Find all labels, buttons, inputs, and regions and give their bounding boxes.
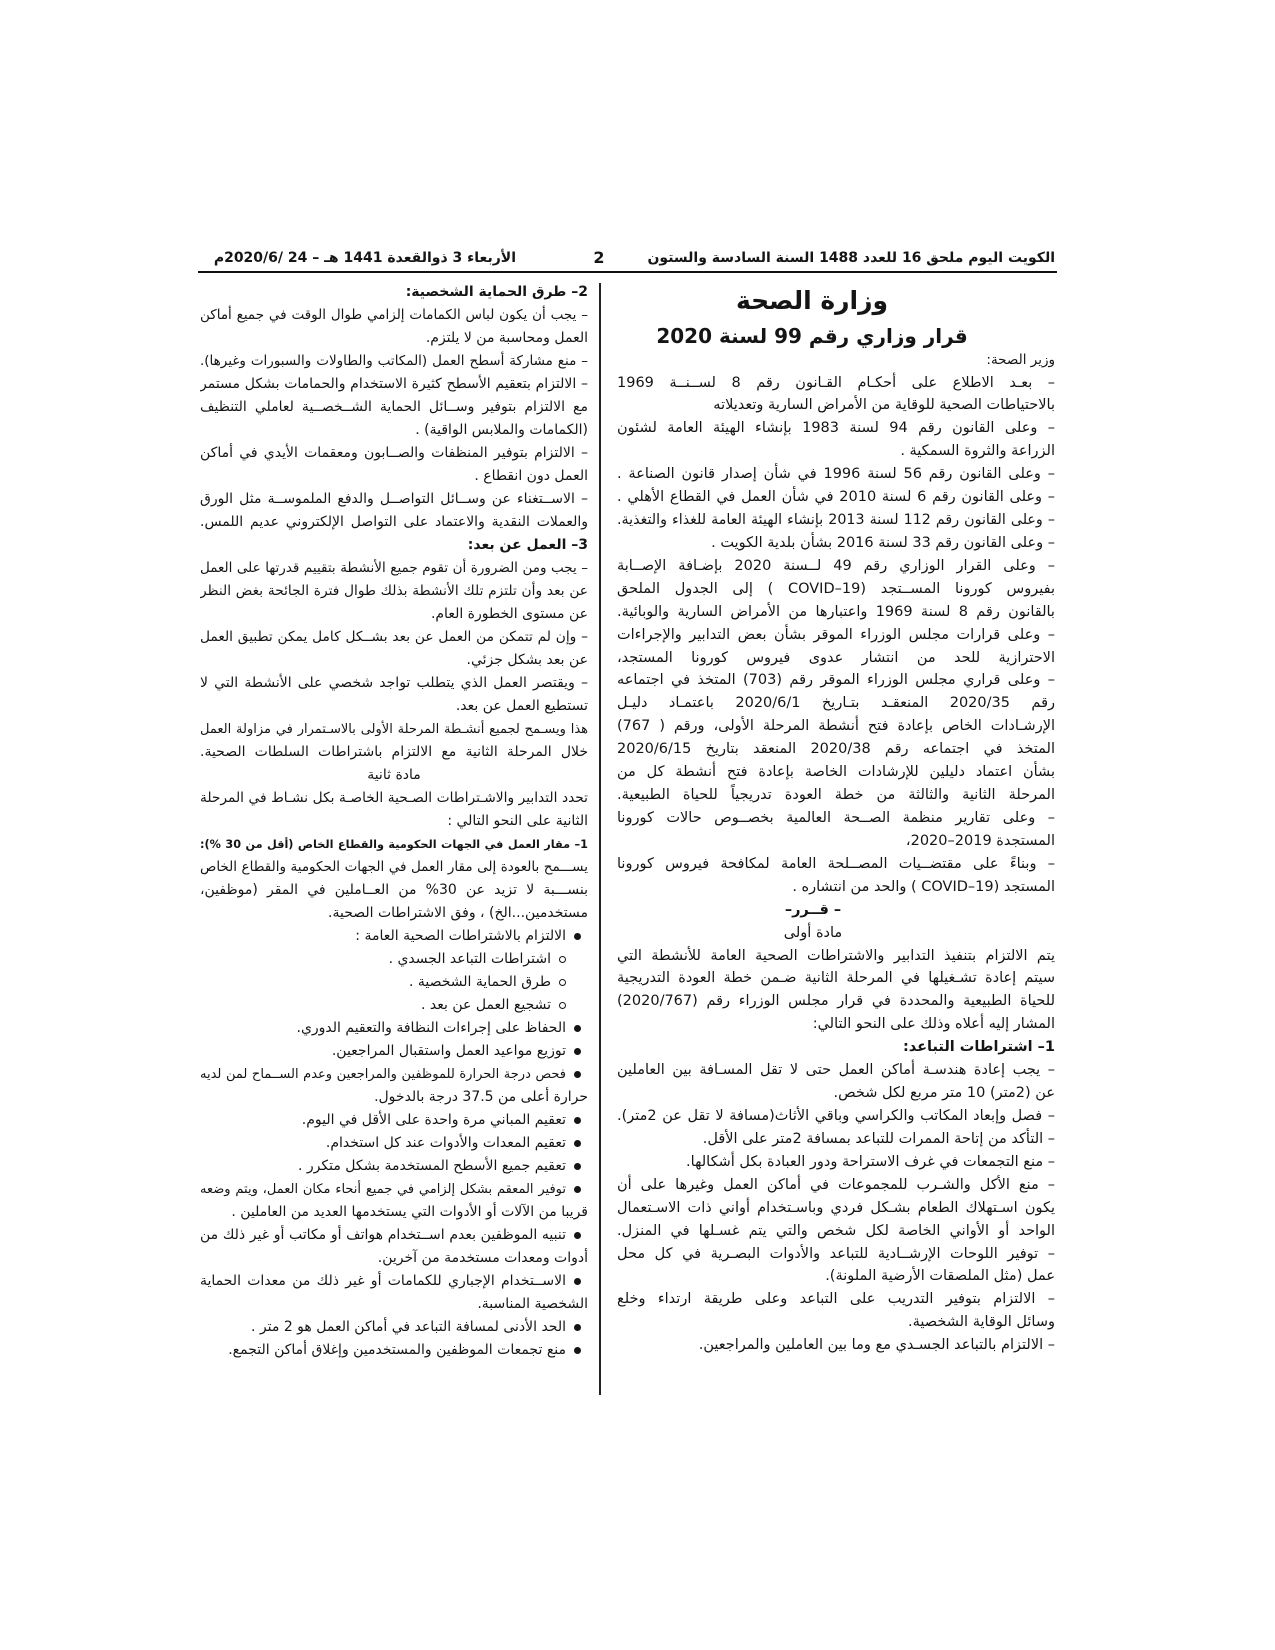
- text-line: عن بعد بشكل جزئي.: [466, 651, 588, 668]
- hollow-bullet-icon: [559, 956, 566, 963]
- bullet-text: تنبيه الموظفين بعدم اســتخدام هواتف أو مكاتب أو غير ذلك من: [200, 1226, 566, 1243]
- hollow-bullet-icon: [559, 1002, 566, 1009]
- bullet-text: الحد الأدنى لمسافة التباعد في أماكن العمل هو 2 متر .: [251, 1318, 566, 1335]
- sub-bullet-item: [200, 971, 588, 994]
- section-heading: 1– مقار العمل في الجهات الحكومية والقطاع الخاص (أقل من 30 %):: [200, 837, 588, 851]
- bullet-text: فحص درجة الحرارة للموظفين والمراجعين وعدم الســماح لمن لديه: [200, 1066, 566, 1082]
- article-one-line: عن (2متر) 10 متر مربع لكل شخص.: [833, 1085, 1055, 1102]
- preamble-line: – وبناءً على مقتضــيات المصــلحة العامة لمكافحة فيروس كورونا: [617, 855, 1055, 872]
- text-line: عن بعد وأن تلتزم تلك الأنشطة بذلك طوال فترة الجائحة بغض النظر: [200, 582, 588, 599]
- filled-bullet-icon: [574, 1025, 581, 1032]
- text-line: خلال المرحلة الثانية مع الالتزام باشتراطات السلطات الصحية.: [200, 743, 588, 760]
- preamble-line: – وعلى القانون رقم 6 لسنة 2010 في شأن العمل في القطاع الأهلي .: [617, 489, 1055, 506]
- bullet-continuation: حرارة أعلى من 37.5 درجة بالدخول.: [374, 1088, 588, 1105]
- hollow-bullet-icon: [559, 979, 566, 986]
- article-two-line: يســـمح بالعودة إلى مقار العمل في الجهات الحكومية والقطاع الخاص: [200, 858, 588, 875]
- text-line: تستطيع العمل عن بعد.: [455, 697, 588, 714]
- filled-bullet-icon: [574, 1186, 581, 1193]
- preamble-line: – وعلى تقارير منظمة الصــحة العالمية بخصــوص حالات كورونا: [617, 810, 1055, 827]
- bullet-item: [200, 1017, 588, 1040]
- filled-bullet-icon: [574, 933, 581, 940]
- bullet-text: الحفاظ على إجراءات النظافة والتعقيم الدوري.: [296, 1019, 566, 1036]
- preamble-line: – وعلى قراري مجلس الوزراء الموقر رقم (703) المتخذ في اجتماعه: [617, 672, 1055, 689]
- filled-bullet-icon: [574, 1071, 581, 1078]
- preamble-line: بفيروس كورونا المســتجد (COVID–19 ) إلى الجدول الملحق: [617, 580, 1055, 597]
- text-line: (الكمامات والملابس الواقية) .: [415, 421, 588, 438]
- preamble-line: – وعلى القانون رقم 112 لسنة 2013 بإنشاء الهيئة العامة للغذاء والتغذية.: [617, 512, 1055, 529]
- text-line: العمل دون انقطاع .: [474, 467, 588, 484]
- bullet-item: [200, 1224, 588, 1247]
- section-heading: 2– طرق الحماية الشخصية:: [405, 283, 588, 300]
- section-heading: 3– العمل عن بعد:: [467, 536, 588, 553]
- filled-bullet-icon: [574, 1278, 581, 1285]
- decision-label: – قــرر–: [784, 901, 842, 918]
- bullet-text: تعقيم جميع الأسطح المستخدمة بشكل متكرر .: [298, 1157, 566, 1174]
- text-line: عن مستوى الخطورة العام.: [430, 605, 588, 622]
- preamble-line: بشأن اعتماد دليلين للإرشادات الخاصة بإعادة فتح أنشطة كل من: [617, 764, 1055, 781]
- bullet-item: [200, 1178, 588, 1201]
- bullet-item: [200, 1339, 588, 1362]
- article-one-title: مادة أولى: [783, 924, 843, 941]
- article-one-line: الواحد أو الأواني الخاصة لكل شخص والتي يتم غسـلها في المنزل.: [617, 1222, 1055, 1239]
- text-line: – ويقتصر العمل الذي يتطلب تواجد شخصي على الأنشطة التي لا: [200, 674, 588, 691]
- preamble-line: المرحلة الثانية والثالثة من خطة العودة تدريجياً للحياة الطبيعية.: [617, 787, 1055, 804]
- article-one-line: – توفير اللوحات الإرشــادية للتباعد والأدوات البصـرية في كل محل: [617, 1245, 1055, 1262]
- filled-bullet-icon: [574, 1140, 581, 1147]
- header-rule: [198, 271, 1057, 273]
- text-line: – يجب أن يكون لباس الكمامات إلزامي طوال الوقت في جميع أماكن: [200, 306, 588, 323]
- article-one-line: – التأكد من إتاحة الممرات للتباعد بمسافة 2متر على الأقل.: [702, 1130, 1055, 1147]
- bullet-text: اشتراطات التباعد الجسدي .: [388, 950, 551, 967]
- preamble-line: الزراعة والثروة السمكية .: [900, 443, 1055, 460]
- bullet-text: تعقيم المباني مرة واحدة على الأقل في اليوم.: [301, 1111, 566, 1128]
- filled-bullet-icon: [574, 1347, 581, 1354]
- bullet-item: [200, 1270, 588, 1293]
- issue-date: الأربعاء 3 ذوالقعدة 1441 هـ – 24 /2020/6م: [213, 250, 516, 266]
- preamble-line: المتخذ في اجتماعه رقم 2020/38 المنعقد بتاريخ 2020/6/15: [617, 741, 1055, 758]
- preamble-line: الإرشـادات الخاص بإعادة فتح أنشطة المرحلة الأولى، ورقم ( 767): [617, 718, 1055, 735]
- bullet-text: تعقيم المعدات والأدوات عند كل استخدام.: [325, 1134, 566, 1151]
- article-one-line: – الالتزام بتوفير التدريب على التباعد وعلى طريقة ارتداء وخلع: [617, 1291, 1055, 1308]
- sub-bullet-item: [200, 948, 588, 971]
- filled-bullet-icon: [574, 1163, 581, 1170]
- text-line: والعملات النقدية والاعتماد على التواصل الإلكتروني عديم اللمس.: [200, 513, 588, 530]
- bullet-continuation: أدوات ومعدات مستخدمة من آخرين.: [377, 1249, 588, 1266]
- article-one-line: يكون اسـتهلاك الطعام بشـكل فردي وباسـتخدام أواني ذات الاسـتعمال: [617, 1199, 1055, 1216]
- text-line: – منع مشاركة أسطح العمل (المكاتب والطاولات والسبورات وغيرها).: [200, 352, 588, 369]
- text-line: العمل ومحاسبة من لا يلتزم.: [425, 329, 588, 346]
- article-one-line: يتم الالتزام بتنفيذ التدابير والاشتراطات الصحية العامة للأنشطة التي: [617, 947, 1055, 964]
- preamble-line: – وعلى القانون رقم 94 لسنة 1983 بإنشاء الهيئة العامة لشئون: [617, 420, 1055, 437]
- decree-title: قرار وزاري رقم 99 لسنة 2020: [656, 324, 968, 348]
- bullet-text: منع تجمعات الموظفين والمستخدمين وإغلاق أماكن التجمع.: [228, 1341, 566, 1358]
- article-one-line: – يجب إعادة هندسـة أماكن العمل حتى لا تقل المسـافة بين العاملين: [617, 1062, 1055, 1079]
- article-one-line: – الالتزام بالتباعد الجسـدي مع وما بين العاملين والمراجعين.: [698, 1337, 1055, 1354]
- bullet-text: طرق الحماية الشخصية .: [408, 973, 551, 990]
- article-two-line: تحدد التدابير والاشـتراطات الصـحية الخاصـة بكل نشـاط في المرحلة: [200, 789, 588, 806]
- bullet-text: توزيع مواعيد العمل واستقبال المراجعين.: [331, 1042, 566, 1059]
- article-two-line: بنســـبة لا تزيد عن 30% من العــاملين في المقر (موظفين،: [200, 881, 588, 898]
- bullet-text: الاســتخدام الإجباري للكمامات أو غير ذلك من معدات الحماية: [200, 1272, 566, 1289]
- text-line: – الالتزام بتعقيم الأسطح كثيرة الاستخدام والحمامات بشكل مستمر: [200, 375, 588, 392]
- preamble-line: – وعلى القرار الوزاري رقم 49 لــسنة 2020 بإضـافة الإصــابة: [617, 557, 1055, 574]
- preamble-line: الاحترازية للحد من انتشار عدوى فيروس كورونا المستجد،: [617, 649, 1055, 666]
- filled-bullet-icon: [574, 1324, 581, 1331]
- preamble-line: بالقانون رقم 8 لسنة 1969 واعتبارها من الأمراض السارية والوبائية.: [617, 603, 1055, 620]
- bullet-item: [200, 1109, 588, 1132]
- article-two-title: مادة ثانية: [367, 766, 421, 783]
- article-two-line: الثانية على النحو التالي :: [447, 812, 588, 829]
- preamble-line: – وعلى قرارات مجلس الوزراء الموقر بشأن بعض التدابير والإجراءات: [617, 626, 1055, 643]
- preamble-line: رقم 2020/35 المنعقـد بتـاريخ 2020/6/1 باعتمـاد دليـل: [617, 695, 1055, 712]
- article-one-line: – منع الأكل والشـرب للمجموعات في أماكن العمل وغيرها على أن: [617, 1176, 1055, 1193]
- article-one-line: وسائل الوقاية الشخصية.: [908, 1314, 1055, 1331]
- sub-bullet-item: [200, 994, 588, 1017]
- preamble-line: المستجد (COVID–19 ) والحد من انتشاره .: [792, 878, 1055, 895]
- text-line: – وإن لم تتمكن من العمل عن بعد بشــكل كامل يمكن تطبيق العمل: [200, 628, 588, 645]
- preamble-line: – وعلى القانون رقم 56 لسنة 1996 في شأن إصدار قانون الصناعة .: [617, 466, 1055, 483]
- article-one-line: – فصل وإبعاد المكاتب والكراسي وباقي الأثاث(مسافة لا تقل عن 2متر).: [617, 1108, 1055, 1124]
- filled-bullet-icon: [574, 1048, 581, 1055]
- section-heading: 1– اشتراطات التباعد:: [902, 1039, 1055, 1056]
- preamble-line: – بعـد الاطلاع على أحكـام القـانون رقم 8 لســنــة 1969: [617, 374, 1055, 391]
- bullet-item: [200, 1040, 588, 1063]
- bullet-continuation: الشخصية المناسبة.: [477, 1295, 588, 1312]
- minister-label: وزير الصحة:: [986, 352, 1055, 368]
- article-one-line: سيتم إعادة تشـغيلها في المرحلة الثانية ضـمن خطة العودة التدريجية: [617, 970, 1055, 987]
- bullet-continuation: قريبا من الآلات أو الأدوات التي يستخدمها العديد من العاملين .: [231, 1203, 588, 1220]
- bullet-item: [200, 1155, 588, 1178]
- text-line: – الاســتغناء عن وســائل التواصــل والدفع الملموســة مثل الورق: [200, 490, 588, 507]
- filled-bullet-icon: [574, 1232, 581, 1239]
- article-one-line: عمل (مثل الملصقات الأرضية الملونة).: [825, 1268, 1055, 1285]
- preamble-line: بالاحتياطات الصحية للوقاية من الأمراض السارية وتعديلاته: [713, 397, 1055, 414]
- bullet-item: [200, 1132, 588, 1155]
- column-divider: [599, 283, 601, 1395]
- preamble-line: – وعلى القانون رقم 33 لسنة 2016 بشأن بلدية الكويت .: [711, 534, 1055, 551]
- right-column: [617, 372, 1055, 1358]
- bullet-item: [200, 925, 588, 948]
- left-column: [200, 281, 588, 1362]
- bullet-item: [200, 1063, 588, 1086]
- bullet-text: توفير المعقم بشكل إلزامي في جميع أنحاء مكان العمل، ويتم وضعه: [200, 1181, 566, 1197]
- publication-header: الكويت اليوم ملحق 16 للعدد 1488 السنة السادسة والستون: [647, 250, 1055, 266]
- page-number: 2: [593, 248, 605, 267]
- bullet-item: [200, 1316, 588, 1339]
- text-line: – الالتزام بتوفير المنظفات والصــابون ومعقمات الأيدي في أماكن: [200, 444, 588, 461]
- bullet-text: تشجيع العمل عن بعد .: [421, 996, 551, 1013]
- article-one-line: المشار إليه أعلاه وذلك على النحو التالي:: [812, 1016, 1055, 1033]
- bullet-text: الالتزام بالاشتراطات الصحية العامة :: [355, 927, 566, 944]
- article-two-line: مستخدمين...الخ) ، وفق الاشتراطات الصحية.: [328, 904, 588, 921]
- ministry-title: وزارة الصحة: [735, 286, 889, 315]
- text-line: – يجب ومن الضرورة أن تقوم جميع الأنشطة بتقييم قدرتها على العمل: [200, 559, 588, 576]
- article-one-line: – منع التجمعات في غرف الاستراحة ودور العبادة بكل أشكالها.: [686, 1153, 1055, 1170]
- filled-bullet-icon: [574, 1117, 581, 1124]
- text-line: مع الالتزام بتوفير وســائل الحماية الشــخصــية لعاملي التنظيف: [200, 398, 588, 415]
- text-line: هذا ويسـمح لجميع أنشـطة المرحلة الأولى بالاسـتمرار في مزاولة العمل: [200, 721, 588, 737]
- article-one-line: للحياة الطبيعية والمحددة في قرار مجلس الوزراء رقم (2020/767): [617, 993, 1055, 1010]
- preamble-line: المستجدة 2019–2020،: [905, 832, 1055, 849]
